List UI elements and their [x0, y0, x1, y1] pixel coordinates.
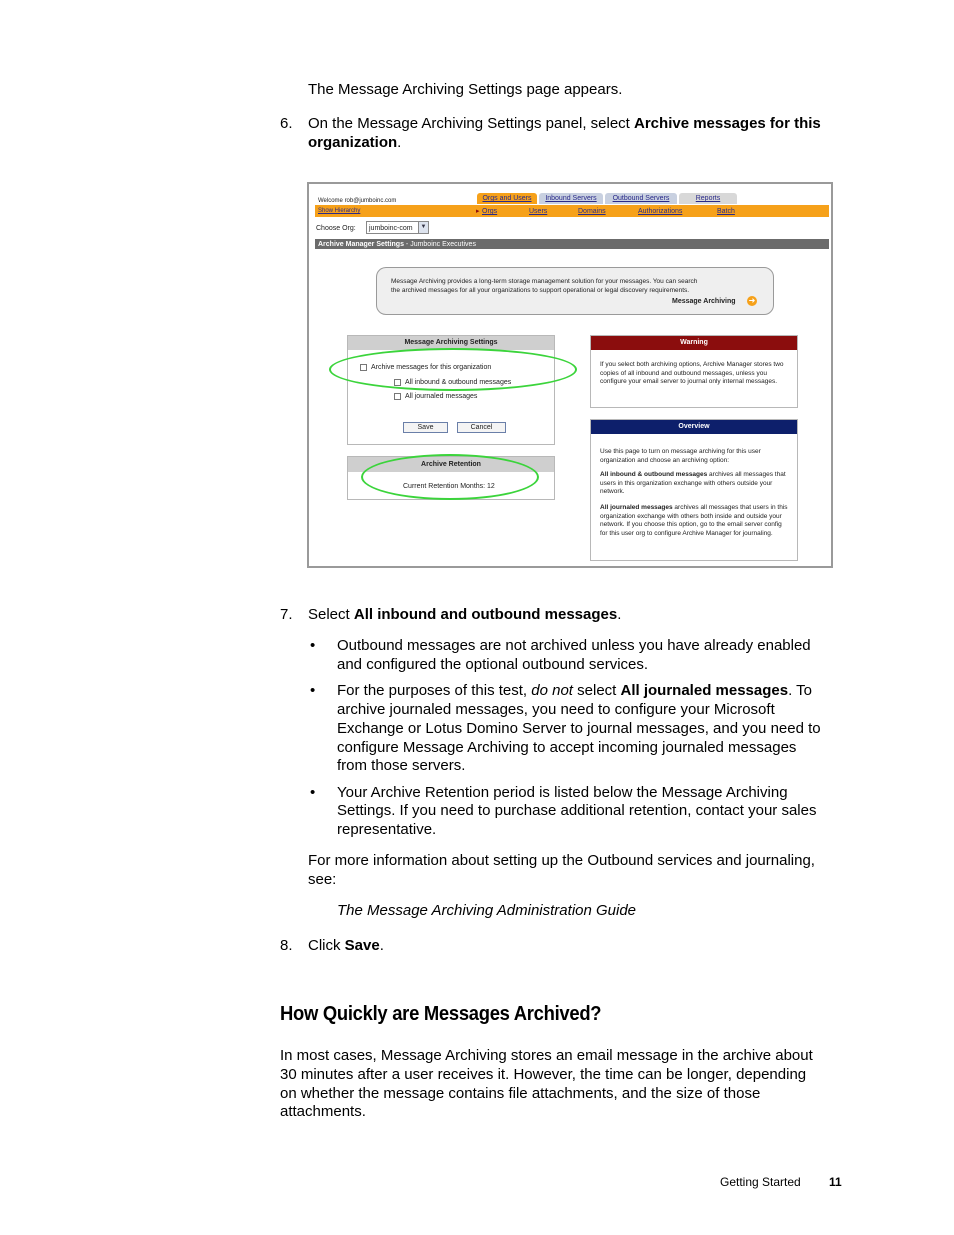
bullet-3-line-3: representative.: [337, 821, 437, 838]
footer-section: Getting Started: [720, 1175, 801, 1189]
subnav-orgs[interactable]: Orgs: [482, 208, 498, 215]
intro-text: The Message Archiving Settings page appears.: [308, 81, 623, 98]
bullet-icon: •: [310, 637, 316, 654]
footer-page-number: 11: [829, 1175, 842, 1189]
tab-reports[interactable]: Reports: [679, 193, 737, 204]
choose-org-select[interactable]: [366, 221, 429, 234]
message-archiving-link[interactable]: Message Archiving: [672, 298, 736, 305]
bullet-2-line-4: configure Message Archiving to accept incoming journaled messages: [337, 739, 797, 756]
bullet-2-line-3: Exchange or Lotus Domino Server to journal messages, and you need to: [337, 720, 821, 737]
bullet-3-line-2: Settings. If you need to purchase additional retention, contact your sales: [337, 802, 817, 819]
choose-org-value: jumboinc-com: [369, 225, 413, 232]
highlight-ellipse: [361, 454, 539, 500]
all-inbound-outbound-label: All inbound & outbound messages: [405, 379, 512, 386]
guide-title: The Message Archiving Administration Guide: [337, 902, 637, 919]
bullet-2-line-5: from those servers.: [337, 757, 466, 774]
choose-org-label: Choose Org:: [316, 225, 356, 232]
all-journaled-checkbox[interactable]: [394, 393, 401, 400]
section-heading: How Quickly are Messages Archived?: [280, 1003, 602, 1025]
info-line-2: the archived messages for all your organizations to support operational or legal discovery requirements.: [391, 287, 690, 294]
highlight-ellipse: [329, 348, 577, 391]
bullet-3-line-1: Your Archive Retention period is listed below the Message Archiving: [337, 784, 788, 801]
step-number: 6.: [280, 115, 293, 132]
step-number: 7.: [280, 606, 293, 623]
welcome-text: Welcome rob@jumboinc.com: [318, 198, 397, 204]
step-6-text: On the Message Archiving Settings panel, select Archive messages for this organization.: [308, 115, 821, 151]
more-info-line-2: see:: [308, 871, 337, 888]
warning-text: If you select both archiving options, Archive Manager stores two copies of all inbound and outbound messages, unless you configure your email server to journal only internal messages.: [600, 361, 784, 385]
paragraph-line-4: attachments.: [280, 1103, 366, 1120]
section-bar: [315, 239, 829, 249]
show-hierarchy-link[interactable]: Show Hierarchy: [318, 208, 361, 214]
warning-panel: [590, 335, 798, 408]
info-box: [376, 267, 774, 315]
overview-panel: [590, 419, 798, 561]
more-info-line-1: For more information about setting up the Outbound services and journaling,: [308, 852, 815, 869]
overview-paragraph-2: All inbound & outbound messages archives all messages that users in this organization exchange with others outside your network.: [600, 471, 786, 495]
bullet-1-line-2: and configured the optional outbound services.: [337, 656, 649, 673]
bullet-2-line-1: For the purposes of this test, do not select All journaled messages. To: [337, 682, 812, 699]
step-8-text: Click Save.: [308, 937, 384, 954]
settings-panel-title: Message Archiving Settings: [348, 336, 554, 350]
paragraph-line-1: In most cases, Message Archiving stores an email message in the archive about: [280, 1047, 813, 1064]
bullet-2-line-2: archive journaled messages, you need to configure your Microsoft: [337, 701, 775, 718]
subnav-users[interactable]: Users: [529, 208, 548, 215]
paragraph-line-2: 30 minutes after a user receives it. However, the time can be longer, depending: [280, 1066, 807, 1083]
warning-panel-title: Warning: [591, 336, 797, 350]
overview-panel-title: Overview: [591, 420, 797, 434]
tab-orgs-and-users[interactable]: Orgs and Users: [477, 193, 537, 204]
info-line-1: Message Archiving provides a long-term storage management solution for your messages. You can search: [391, 278, 698, 285]
chevron-down-icon: ▼: [418, 222, 428, 233]
archive-settings-screenshot: [307, 182, 833, 568]
bullet-1-line-1: Outbound messages are not archived unless you have already enabled: [337, 637, 811, 654]
cancel-button[interactable]: Cancel: [457, 422, 506, 433]
arrow-circle-icon[interactable]: ➜: [748, 296, 756, 305]
paragraph-line-3: on whether the message contains file attachments, and the size of those: [280, 1085, 761, 1102]
bullet-icon: •: [310, 682, 316, 699]
tab-outbound-servers[interactable]: Outbound Servers: [605, 193, 677, 204]
section-title: Archive Manager Settings - Jumboinc Executives: [318, 241, 476, 248]
nav-bar: [315, 205, 829, 217]
retention-panel-title: Archive Retention: [348, 457, 554, 472]
step-number: 8.: [280, 937, 293, 954]
save-button[interactable]: Save: [403, 422, 448, 433]
tab-inbound-servers[interactable]: Inbound Servers: [539, 193, 603, 204]
subnav-authorizations[interactable]: Authorizations: [638, 208, 683, 215]
subnav-domains[interactable]: Domains: [578, 208, 606, 215]
archive-org-label: Archive messages for this organization: [371, 364, 492, 371]
step-7-text: Select All inbound and outbound messages.: [308, 606, 622, 623]
overview-paragraph-1: Use this page to turn on message archiving for this user organization and choose an archiving option:: [600, 448, 761, 464]
retention-value: Current Retention Months: 12: [403, 483, 495, 490]
overview-paragraph-3: All journaled messages archives all messages that users in this organization exchange with others both inside and outside your network. If you choose this option, go to the email server config for this user org to configure Archive Manager for journaling.: [600, 504, 788, 537]
subnav-batch[interactable]: Batch: [717, 208, 735, 215]
all-journaled-label: All journaled messages: [405, 393, 478, 400]
bullet-icon: •: [310, 784, 316, 801]
arrow-right-icon: ▸: [476, 208, 480, 215]
